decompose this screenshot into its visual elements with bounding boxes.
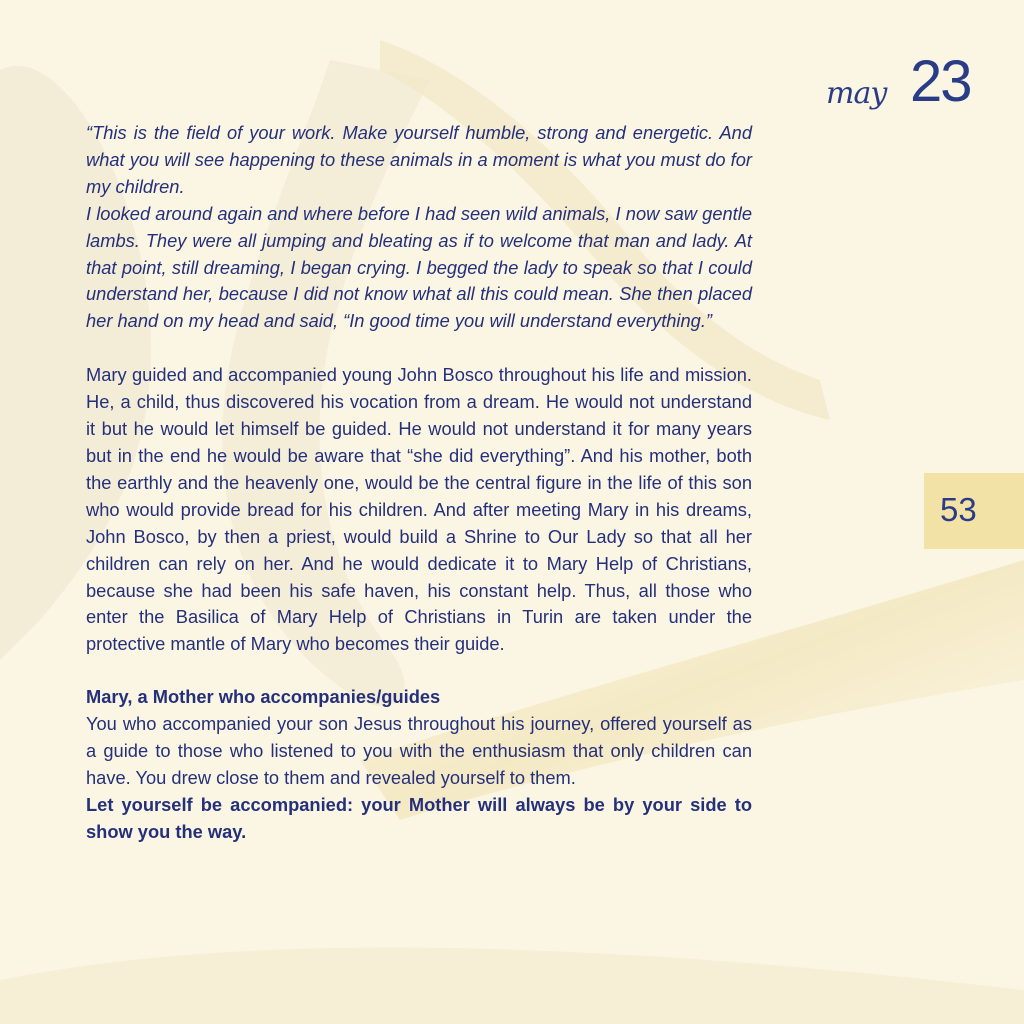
page-number-tab <box>924 473 1024 549</box>
reflection-heading: Mary, a Mother who accompanies/guides <box>86 686 441 708</box>
reflection-text: You who accompanied your son Jesus throughout his journey, offered yourself as a guide to those who listened to you with the enthusiasm that only children can have. You drew close to them and revealed yourself to them. <box>86 713 752 788</box>
page-content <box>86 120 752 846</box>
body-paragraph: Mary guided and accompanied young John Bosco throughout his life and mission. He, a child, thus discovered his vocation from a dream. He would not understand it but he would let himself be guided. He would not understand it for many years but in the end he would be aware that “she did everything”. And his mother, both the earthly and the heavenly one, would be the central figure in the life of this son who would provide bread for his children. And after meeting Mary in his dreams, John Bosco, by then a priest, would build a Shrine to Our Lady so that all her children can rely on her. And he would dedicate it to Mary Help of Christians, because she had been his safe haven, his constant help. Thus, all those who enter the Basilica of Mary Help of Christians in Turin are taken under the protective mantle of Mary who becomes their guide. <box>86 364 752 655</box>
quote-paragraph-2: I looked around again and where before I had seen wild animals, I now saw gentle lambs. They were all jumping and bleating as if to welcome that man and lady. At that point, still dreaming, I began crying. I begged the lady to speak so that I could understand her, because I did not know what all this could mean. She then placed her hand on my head and said, “In good time you will understand everything.” <box>86 202 752 332</box>
date-header <box>826 48 996 128</box>
page-number: 53 <box>940 491 977 528</box>
day-number: 23 <box>910 49 971 114</box>
quote-paragraph-1: “This is the field of your work. Make yourself humble, strong and energetic. And what you will see happening to these animals in a moment is what you must do for my children. <box>86 122 752 197</box>
month-label: may <box>826 76 887 111</box>
reflection-closing: Let yourself be accompanied: your Mother will always be by your side to show you the way. <box>86 793 752 842</box>
